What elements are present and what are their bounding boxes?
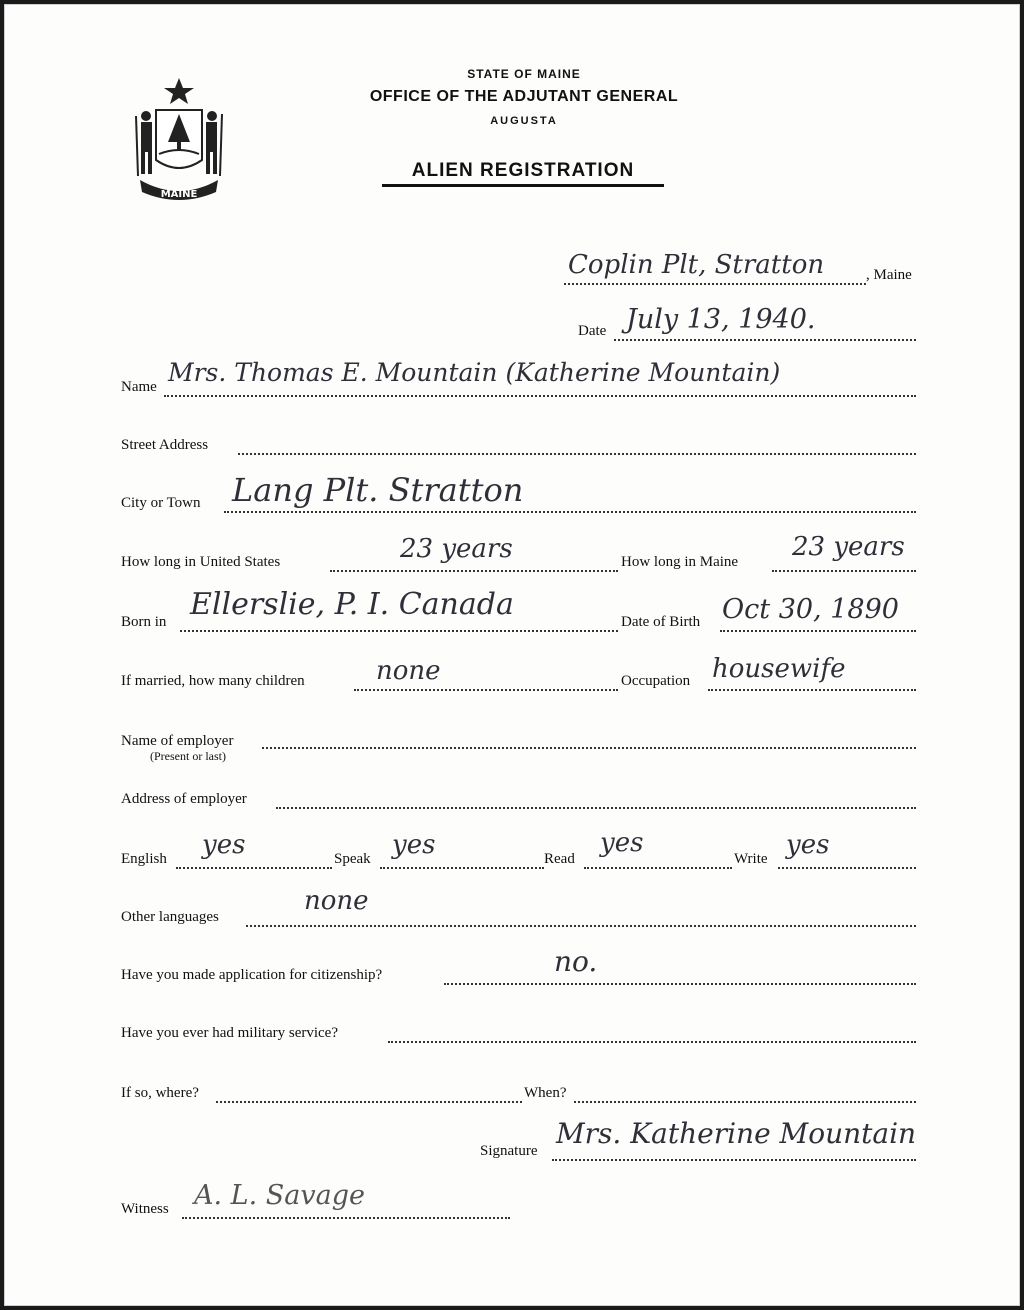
- children-label: If married, how many children: [121, 673, 305, 689]
- city-value[interactable]: Lang Plt. Stratton: [232, 471, 524, 509]
- occupation-label: Occupation: [621, 673, 691, 689]
- occupation-value[interactable]: housewife: [712, 654, 846, 684]
- citizenship-value[interactable]: no.: [554, 945, 598, 978]
- other-languages-label: Other languages: [121, 909, 219, 925]
- military-line: [388, 1041, 916, 1043]
- us-duration-label: How long in United States: [121, 554, 281, 570]
- speak-label: Speak: [334, 851, 371, 867]
- header-city: AUGUSTA: [490, 115, 558, 127]
- employer-address-line: [276, 807, 916, 809]
- maine-duration-label: How long in Maine: [621, 554, 739, 570]
- where-label: If so, where?: [121, 1085, 199, 1101]
- witness-line: [182, 1217, 510, 1219]
- occupation-line: [708, 689, 916, 691]
- place-value[interactable]: Coplin Plt, Stratton: [568, 250, 825, 280]
- military-label: Have you ever had military service?: [121, 1025, 338, 1041]
- signature-label: Signature: [480, 1143, 538, 1159]
- speak-value[interactable]: yes: [392, 830, 436, 860]
- employer-address-label: Address of employer: [121, 791, 247, 807]
- maine-duration-value[interactable]: 23 years: [792, 532, 905, 562]
- name-value[interactable]: Mrs. Thomas E. Mountain (Katherine Mountain): [168, 358, 781, 387]
- signature-value[interactable]: Mrs. Katherine Mountain: [556, 1117, 917, 1150]
- children-line: [354, 689, 618, 691]
- employer-name-label: Name of employer: [121, 733, 234, 749]
- dob-value[interactable]: Oct 30, 1890: [722, 594, 899, 625]
- other-languages-value[interactable]: none: [304, 886, 369, 916]
- write-line: [778, 867, 916, 869]
- employer-name-note: (Present or last): [150, 749, 226, 763]
- place-line: [564, 283, 866, 285]
- date-line: [614, 339, 916, 341]
- citizenship-line: [444, 983, 916, 985]
- us-duration-value[interactable]: 23 years: [400, 534, 513, 564]
- read-line: [584, 867, 732, 869]
- header-state: STATE OF MAINE: [467, 67, 581, 81]
- write-value[interactable]: yes: [786, 830, 830, 860]
- english-line: [176, 867, 332, 869]
- english-label: English: [121, 851, 167, 867]
- seal-banner-text: MAINE: [160, 189, 198, 200]
- where-line: [216, 1101, 522, 1103]
- born-in-line: [180, 630, 618, 632]
- children-value[interactable]: none: [376, 656, 441, 686]
- date-label: Date: [578, 323, 607, 339]
- us-duration-line: [330, 570, 618, 572]
- signature-line: [552, 1159, 916, 1161]
- city-label: City or Town: [121, 495, 201, 511]
- form-title: ALIEN REGISTRATION: [382, 160, 664, 187]
- street-label: Street Address: [121, 437, 209, 453]
- place-suffix-label: , Maine: [866, 267, 912, 283]
- read-value[interactable]: yes: [600, 828, 644, 858]
- english-value[interactable]: yes: [202, 830, 246, 860]
- other-languages-line: [246, 925, 916, 927]
- dob-label: Date of Birth: [621, 614, 701, 630]
- speak-line: [380, 867, 544, 869]
- maine-duration-line: [772, 570, 916, 572]
- when-line: [574, 1101, 916, 1103]
- born-in-label: Born in: [121, 614, 167, 630]
- read-label: Read: [544, 851, 575, 867]
- dob-line: [720, 630, 916, 632]
- when-label: When?: [524, 1085, 567, 1101]
- header-office: OFFICE OF THE ADJUTANT GENERAL: [369, 88, 679, 105]
- registration-form-page: [4, 4, 1020, 1306]
- citizenship-label: Have you made application for citizenship?: [121, 967, 383, 983]
- witness-value[interactable]: A. L. Savage: [194, 1180, 365, 1211]
- street-line: [238, 453, 916, 455]
- write-label: Write: [734, 851, 768, 867]
- witness-label: Witness: [121, 1201, 169, 1217]
- employer-name-line: [262, 747, 916, 749]
- name-label: Name: [121, 379, 157, 395]
- name-line: [164, 395, 916, 397]
- maine-state-seal: [126, 76, 232, 206]
- born-in-value[interactable]: Ellerslie, P. I. Canada: [190, 587, 514, 622]
- date-value[interactable]: July 13, 1940.: [626, 304, 816, 335]
- city-line: [224, 511, 916, 513]
